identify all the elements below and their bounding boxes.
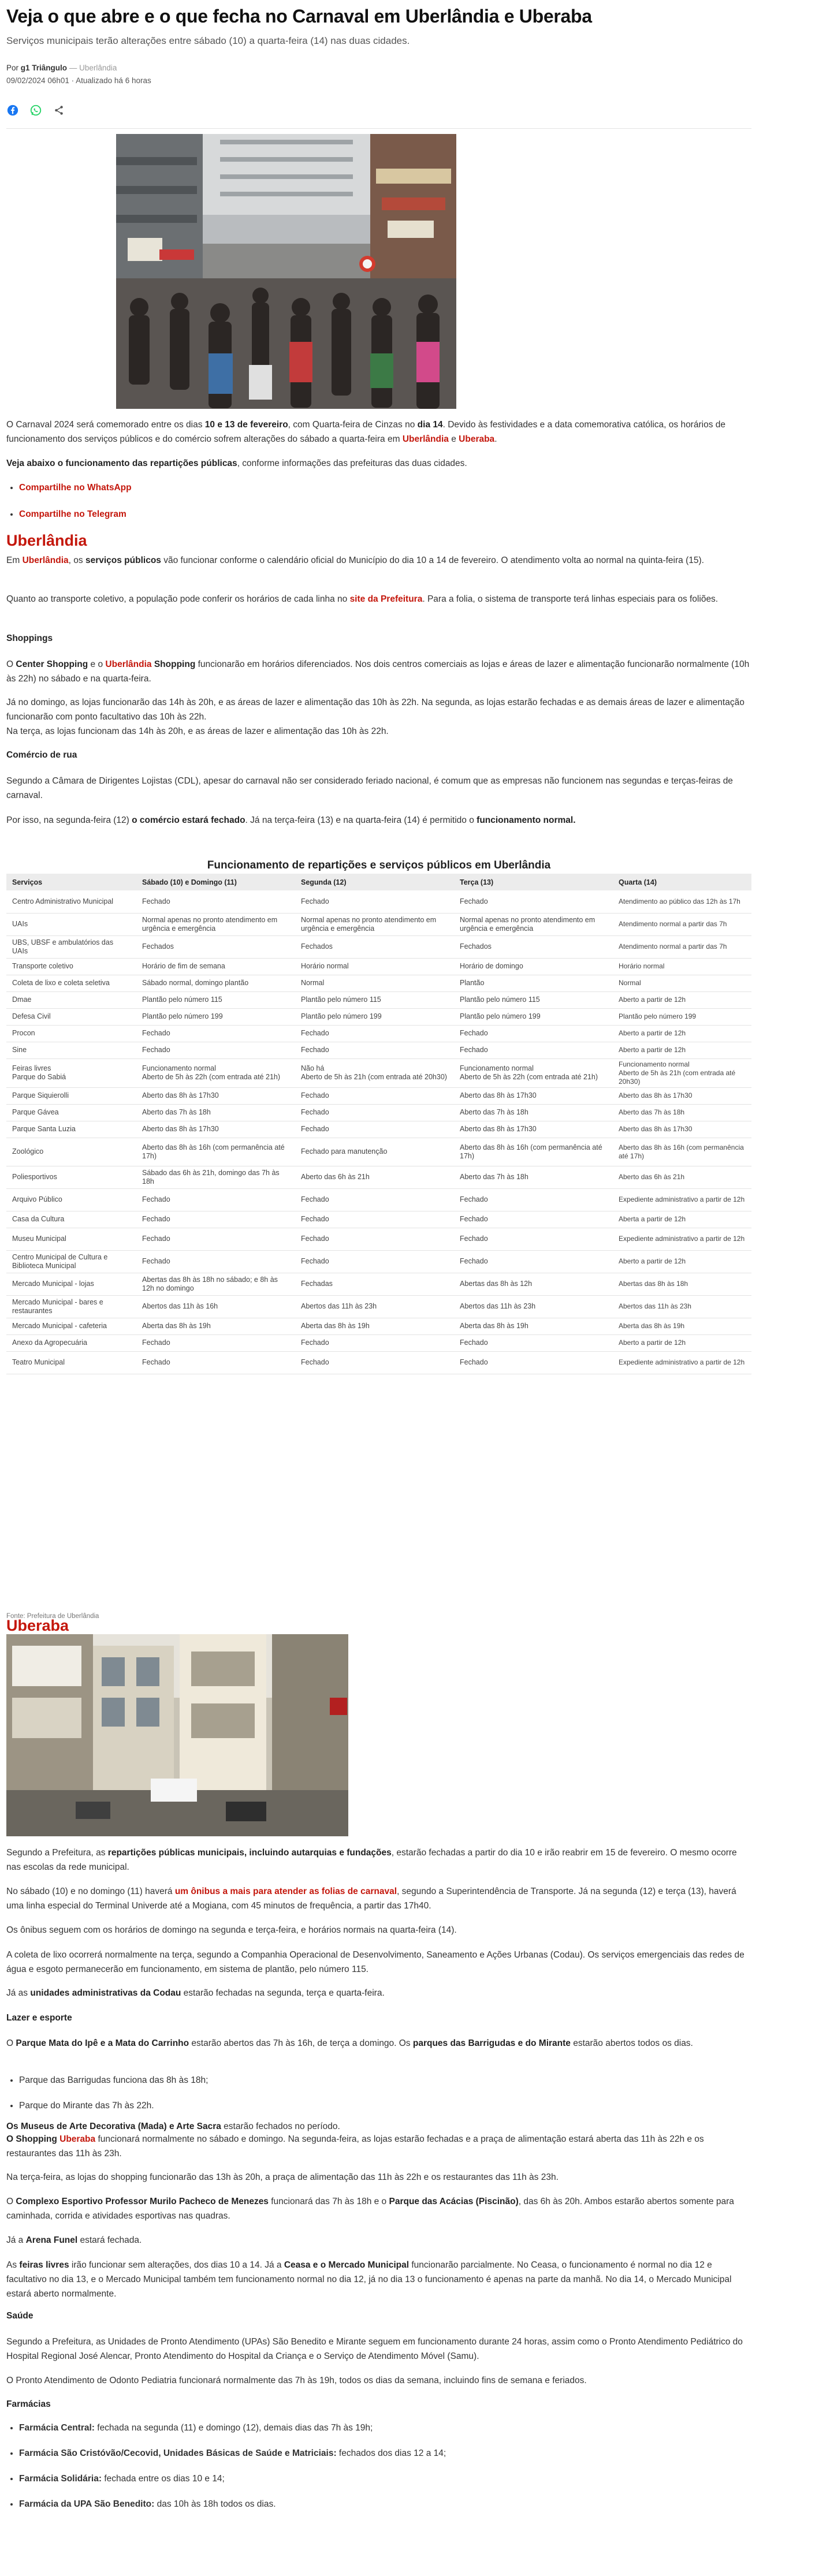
table-cell: Normal — [613, 975, 751, 991]
table-cell-service: Defesa Civil — [6, 1008, 136, 1025]
table-row — [6, 890, 751, 913]
table-cell-service: Mercado Municipal - cafeteria — [6, 1318, 136, 1334]
table-row — [6, 1295, 751, 1318]
table-header-cell: Terça (13) — [454, 874, 613, 890]
link-uberlandia[interactable]: Uberlândia — [402, 434, 449, 444]
list-item: • Farmácia da UPA São Benedito: das 10h às 18h todos os dias. — [19, 2498, 764, 2511]
table-cell: Plantão pelo número 199 — [136, 1008, 295, 1025]
intro-paragraph: O Carnaval 2024 será comemorado entre os dias 10 e 13 de fevereiro, com Quarta-feira de Cinzas no dia 14. Devido às festividades e a data comemorativa católica, os horários de funcionamento dos serviços públicos e do comércio sofrem alterações do sábado a quarta-feira em Uberlândia e Uberaba. — [6, 420, 725, 444]
table-cell: Fechados — [136, 935, 295, 958]
table-cell: Atendimento normal a partir das 7h — [613, 913, 751, 935]
heading-lazer: Lazer e esporte — [6, 2013, 72, 2023]
heading-shoppings: Shoppings — [6, 633, 53, 643]
table-row — [6, 1334, 751, 1351]
byline-prefix: Por — [6, 64, 19, 72]
table-cell: Expediente administrativo a partir de 12h — [613, 1351, 751, 1374]
table-row — [6, 935, 751, 958]
table-cell-service: Sine — [6, 1042, 136, 1058]
table-cell: Fechado — [136, 1228, 295, 1250]
table-cell-service: Museu Municipal — [6, 1228, 136, 1250]
table-row — [6, 1087, 751, 1104]
table-cell: Plantão pelo número 199 — [295, 1008, 454, 1025]
table-cell: Plantão pelo número 199 — [454, 1008, 613, 1025]
author[interactable]: g1 Triângulo — [20, 64, 68, 72]
table-cell: Fechado — [454, 1188, 613, 1211]
table-cell: Fechado — [295, 890, 454, 913]
heading-comercio: Comércio de rua — [6, 750, 77, 760]
heading-uberlandia: Uberlândia — [6, 532, 87, 549]
lazer-complexo: O Complexo Esportivo Professor Murilo Pacheco de Menezes funcionará das 7h às 18h e o Parque das Acácias (Piscinão), das 6h às 20h. Ambos estarão abertos somente para caminhada, corrida e atividades esportivas nas quadras. — [6, 2197, 734, 2221]
share-whatsapp-link[interactable]: Compartilhe no WhatsApp — [19, 483, 132, 493]
table-cell: Fechadas — [295, 1273, 454, 1295]
list-item: • Farmácia Central: fechada na segunda (11) e domingo (12), demais dias das 7h às 19h; — [19, 2422, 764, 2435]
table-cell-service: Zoológico — [6, 1138, 136, 1166]
table-cell-service: Parque Siquierolli — [6, 1087, 136, 1104]
table-cell: Expediente administrativo a partir de 12h — [613, 1228, 751, 1250]
list-item: • Farmácia São Cristóvão/Cecovid, Unidades Básicas de Saúde e Matriciais: fechados dos dias 12 a 14; — [19, 2447, 764, 2460]
uberaba-paragraph-5: Já as unidades administrativas da Codau estarão fechadas na segunda, terça e quarta-feira. — [6, 1988, 385, 1998]
link-uberaba-shopping[interactable]: Uberaba — [59, 2134, 96, 2144]
table-cell: Abertas das 8h às 18h no sábado; e 8h às 12h no domingo — [136, 1273, 295, 1295]
table-header-cell: Serviços — [6, 874, 136, 890]
table-cell: Fechado — [295, 1334, 454, 1351]
table-cell: Fechado — [454, 1351, 613, 1374]
table-cell-service: Teatro Municipal — [6, 1351, 136, 1374]
share-links — [6, 482, 764, 535]
table-cell: Fechado — [295, 1228, 454, 1250]
table-cell-service: UAIs — [6, 913, 136, 935]
table-cell: Fechado — [295, 1087, 454, 1104]
table-cell: Funcionamento normal Aberto de 5h às 21h (com entrada até 20h30) — [613, 1058, 751, 1087]
table-cell-service: Dmae — [6, 991, 136, 1008]
table-cell: Fechado — [454, 1228, 613, 1250]
uberaba-street-photo — [6, 1634, 348, 1836]
byline — [6, 63, 117, 73]
table-cell-service: Parque Gávea — [6, 1104, 136, 1121]
table-cell: Fechado — [295, 1042, 454, 1058]
table-cell: Aberto das 7h às 18h — [454, 1166, 613, 1188]
shoppings-paragraph-2: Já no domingo, as lojas funcionarão das 14h às 20h, e as áreas de lazer e alimentação das 10h às 22h. Na segunda, as lojas estarão fechadas e as demais áreas de lazer e alimentação funcionarão com ponto facultativo das 10h às 22h. — [6, 698, 745, 722]
table-cell: Fechado — [136, 1211, 295, 1228]
list-item: • Parque das Barrigudas funciona das 8h às 18h; — [19, 2074, 764, 2087]
uberlandia-transport-paragraph: Quanto ao transporte coletivo, a população pode conferir os horários de cada linha no site da Prefeitura. Para a folia, o sistema de transporte terá linhas especiais para os foliões. — [6, 594, 719, 604]
table-cell: Aberto das 8h às 17h30 — [136, 1087, 295, 1104]
table-cell: Fechado — [136, 1025, 295, 1042]
article-title: Veja o que abre e o que fecha no Carnaval em Uberlândia e Uberaba — [6, 6, 592, 27]
table-cell: Abertos das 11h às 23h — [613, 1295, 751, 1318]
share-icon[interactable] — [53, 104, 65, 117]
table-cell-service: Coleta de lixo e coleta seletiva — [6, 975, 136, 991]
table-row — [6, 1318, 751, 1334]
table-cell: Fechado — [295, 1250, 454, 1273]
share-telegram-link[interactable]: Compartilhe no Telegram — [19, 509, 126, 519]
table-cell: Aberto a partir de 12h — [613, 991, 751, 1008]
table-row — [6, 1008, 751, 1025]
table-cell: Fechado — [295, 1188, 454, 1211]
table-cell: Abertos das 11h às 23h — [454, 1295, 613, 1318]
table-cell: Horário normal — [295, 958, 454, 975]
table-cell: Fechado — [136, 890, 295, 913]
uberlandia-services-paragraph: Em Uberlândia, os serviços públicos vão funcionar conforme o calendário oficial do Município do dia 10 a 14 de fevereiro. O atendimento volta ao normal na quinta-feira (15). — [6, 556, 704, 565]
uberaba-paragraph-2: No sábado (10) e no domingo (11) haverá um ônibus a mais para atender as folias de carnaval, segundo a Superintendência de Transporte. Já na segunda (12) e terça (13), haverá uma linha especial do Terminal Univerde até a Mogiana, com 45 minutos de frequência, a partir das 17h40. — [6, 1887, 736, 1911]
byline-separator: — — [69, 64, 77, 72]
table-cell: Normal — [295, 975, 454, 991]
table-cell: Atendimento ao público das 12h às 17h — [613, 890, 751, 913]
lazer-shopping-terca: Na terça-feira, as lojas do shopping funcionarão das 13h às 20h, a praça de alimentação das 11h às 22h e os restaurantes das 11h às 23h. — [6, 2172, 559, 2182]
updated-time: · Atualizado há 6 horas — [71, 76, 151, 85]
table-cell: Funcionamento normal Aberto de 5h às 22h (com entrada até 21h) — [136, 1058, 295, 1087]
table-cell-service: Centro Administrativo Municipal — [6, 890, 136, 913]
table-cell: Plantão pelo número 199 — [613, 1008, 751, 1025]
table-cell: Fechados — [295, 935, 454, 958]
table-cell: Não há Aberto de 5h às 21h (com entrada até 20h30) — [295, 1058, 454, 1087]
table-cell: Fechado — [454, 890, 613, 913]
table-cell: Fechado — [295, 1104, 454, 1121]
table-cell-service: Anexo da Agropecuária — [6, 1334, 136, 1351]
byline-location: Uberlândia — [79, 64, 117, 72]
article-subtitle: Serviços municipais terão alterações entre sábado (10) a quarta-feira (14) nas duas cidades. — [6, 35, 410, 46]
table-cell: Horário de domingo — [454, 958, 613, 975]
link-uberaba[interactable]: Uberaba — [459, 434, 495, 444]
lazer-feiras: As feiras livres irão funcionar sem alterações, dos dias 10 a 14. Já a Ceasa e o Mercado Municipal funcionarão parcialmente. No Ceasa, o funcionamento é normal no dia 12 e facultativo no dia 13, e o Mercado Municipal também tem funcionamento normal no dia 12, já no dia 13 o funcionamento é apenas na parte da manhã. No dia 14, o Mercado Municipal estará aberto normalmente. — [6, 2260, 732, 2299]
table-cell: Fechado para manutenção — [295, 1138, 454, 1166]
table-source: Fonte: Prefeitura de Uberlândia — [6, 1613, 99, 1620]
uberaba-paragraph-4: A coleta de lixo ocorrerá normalmente na terça, segundo a Companhia Operacional de Desenvolvimento, Saneamento e Ações Urbanas (Codau). Os serviços emergenciais das redes de água e esgoto permanecerão em funcionamento, em sistema de plantão, pelo número 115. — [6, 1950, 745, 1974]
table-cell: Aberto das 8h às 17h30 — [454, 1121, 613, 1138]
table-cell: Aberto a partir de 12h — [613, 1025, 751, 1042]
table-cell: Expediente administrativo a partir de 12h — [613, 1188, 751, 1211]
table-cell: Normal apenas no pronto atendimento em urgência e emergência — [136, 913, 295, 935]
lazer-arena: Já a Arena Funel estará fechada. — [6, 2235, 142, 2245]
table-cell-service: Parque Santa Luzia — [6, 1121, 136, 1138]
table-cell: Fechado — [136, 1250, 295, 1273]
table-cell: Fechados — [454, 935, 613, 958]
table-cell: Aberto das 8h às 17h30 — [613, 1087, 751, 1104]
link-uberlandia-shopping[interactable]: Uberlândia — [105, 659, 152, 669]
table-cell: Aberto a partir de 12h — [613, 1250, 751, 1273]
table-cell: Fechado — [454, 1025, 613, 1042]
table-cell: Abertos das 11h às 16h — [136, 1295, 295, 1318]
header-divider — [6, 128, 751, 129]
table-row — [6, 1188, 751, 1211]
table-cell: Aberto das 7h às 18h — [136, 1104, 295, 1121]
table-cell: Aberto das 8h às 17h30 — [613, 1121, 751, 1138]
uberaba-paragraph-3: Os ônibus seguem com os horários de domingo na segunda e terça-feira, e horários normais na quarta-feira (14). — [6, 1925, 457, 1935]
table-cell-service: Mercado Municipal - lojas — [6, 1273, 136, 1295]
table-cell-service: Feiras livres Parque do Sabiá — [6, 1058, 136, 1087]
saude-paragraph-2: O Pronto Atendimento de Odonto Pediatria funcionará normalmente das 7h às 19h, todos os dias da semana, incluindo fins de semana e feriados. — [6, 2376, 587, 2385]
table-cell: Funcionamento normal Aberto de 5h às 22h (com entrada até 21h) — [454, 1058, 613, 1087]
parks-list — [6, 2074, 764, 2112]
publish-date: 09/02/2024 06h01 — [6, 76, 69, 85]
share-bar — [6, 104, 65, 117]
link-site-prefeitura[interactable]: site da Prefeitura — [349, 594, 423, 604]
table-row — [6, 975, 751, 991]
table-cell: Fechado — [454, 1042, 613, 1058]
table-cell: Aberto das 8h às 17h30 — [454, 1087, 613, 1104]
list-item: • Farmácia Solidária: fechada entre os dias 10 e 14; — [19, 2473, 764, 2485]
table-cell: Fechado — [454, 1334, 613, 1351]
table-cell: Aberto das 8h às 16h (com permanência até 17h) — [613, 1138, 751, 1166]
table-cell: Fechado — [136, 1351, 295, 1374]
table-row — [6, 958, 751, 975]
table-cell: Fechado — [295, 1025, 454, 1042]
table-cell: Plantão pelo número 115 — [295, 991, 454, 1008]
table-cell: Fechado — [136, 1188, 295, 1211]
table-cell-service: Arquivo Público — [6, 1188, 136, 1211]
table-row — [6, 1058, 751, 1087]
table-row — [6, 1351, 751, 1374]
comercio-paragraph-1: Segundo a Câmara de Dirigentes Lojistas (CDL), apesar do carnaval não ser considerado feriado nacional, é comum que as empresas não funcionem nas segundas e terças-feiras de carnaval. — [6, 776, 733, 800]
table-row — [6, 1211, 751, 1228]
facebook-icon[interactable] — [6, 104, 19, 117]
table-cell: Aberta das 8h às 19h — [454, 1318, 613, 1334]
comercio-paragraph-2: Por isso, na segunda-feira (12) o comércio estará fechado. Já na terça-feira (13) e na quarta-feira (14) é permitido o funcionamento normal. — [6, 815, 576, 825]
heading-farmacias: Farmácias — [6, 2399, 51, 2409]
table-cell: Aberta das 8h às 19h — [295, 1318, 454, 1334]
table-row — [6, 1121, 751, 1138]
table-cell-service: Mercado Municipal - bares e restaurantes — [6, 1295, 136, 1318]
table-cell: Horário normal — [613, 958, 751, 975]
table-row — [6, 991, 751, 1008]
table-cell: Aberto das 7h às 18h — [454, 1104, 613, 1121]
table-cell: Aberto das 8h às 17h30 — [136, 1121, 295, 1138]
table-cell: Aberto das 8h às 16h (com permanência até 17h) — [454, 1138, 613, 1166]
table-row — [6, 1166, 751, 1188]
table-cell: Aberto das 8h às 16h (com permanência até 17h) — [136, 1138, 295, 1166]
table-cell: Fechado — [454, 1250, 613, 1273]
dateline — [6, 76, 151, 86]
table-cell: Aberto das 6h às 21h — [613, 1166, 751, 1188]
table-header-cell: Quarta (14) — [613, 874, 751, 890]
link-uberlandia-2[interactable]: Uberlândia — [22, 556, 69, 565]
table-cell: Fechado — [136, 1334, 295, 1351]
table-cell: Fechado — [136, 1042, 295, 1058]
table-cell: Atendimento normal a partir das 7h — [613, 935, 751, 958]
hero-photo-crowd — [116, 134, 456, 409]
table-cell: Sábado das 6h às 21h, domingo das 7h às 18h — [136, 1166, 295, 1188]
table-cell: Fechado — [295, 1121, 454, 1138]
table-cell: Abertas das 8h às 12h — [454, 1273, 613, 1295]
table-header-cell: Segunda (12) — [295, 874, 454, 890]
heading-uberaba: Uberaba — [6, 1617, 69, 1634]
whatsapp-icon[interactable] — [29, 104, 42, 117]
table-cell: Abertos das 11h às 23h — [295, 1295, 454, 1318]
table-row — [6, 1138, 751, 1166]
table-row — [6, 1273, 751, 1295]
table-cell-service: Centro Municipal de Cultura e Biblioteca Municipal — [6, 1250, 136, 1273]
table-cell: Aberto a partir de 12h — [613, 1042, 751, 1058]
table-row — [6, 1228, 751, 1250]
table-cell: Aberto a partir de 12h — [613, 1334, 751, 1351]
table-cell: Plantão — [454, 975, 613, 991]
lazer-paragraph-1: O Parque Mata do Ipê e a Mata do Carrinho estarão abertos das 7h às 16h, de terça a domingo. Os parques das Barrigudas e do Mirante estarão abertos todos os dias. — [6, 2038, 693, 2048]
table-cell: Normal apenas no pronto atendimento em urgência e emergência — [295, 913, 454, 935]
table-cell: Abertas das 8h às 18h — [613, 1273, 751, 1295]
table-cell-service: Poliesportivos — [6, 1166, 136, 1188]
table-row — [6, 1250, 751, 1273]
lazer-shopping: O Shopping Uberaba funcionará normalmente no sábado e domingo. Na segunda-feira, as lojas estarão fechadas e a praça de alimentação estará aberta das 11h às 22h e os restaurantes das 11h às 23h. — [6, 2134, 704, 2159]
table-cell: Aberta das 8h às 19h — [136, 1318, 295, 1334]
table-cell: Aberta a partir de 12h — [613, 1211, 751, 1228]
table-cell: Aberto das 6h às 21h — [295, 1166, 454, 1188]
table-cell-service: Procon — [6, 1025, 136, 1042]
table-header-row — [6, 874, 751, 890]
uberaba-paragraph-1: Segundo a Prefeitura, as repartições públicas municipais, incluindo autarquias e fundações, estarão fechadas a partir do dia 10 e irão reabrir em 15 de fevereiro. O mesmo ocorre nas escolas da rede municipal. — [6, 1848, 737, 1872]
table-row — [6, 1104, 751, 1121]
table-cell-service: Casa da Cultura — [6, 1211, 136, 1228]
table-cell: Sábado normal, domingo plantão — [136, 975, 295, 991]
table-cell: Horário de fim de semana — [136, 958, 295, 975]
table-cell: Fechado — [295, 1211, 454, 1228]
table-cell: Normal apenas no pronto atendimento em urgência e emergência — [454, 913, 613, 935]
shoppings-paragraph-1: O Center Shopping e o Uberlândia Shopping funcionarão em horários diferenciados. Nos dois centros comerciais as lojas e áreas de lazer e alimentação funcionarão normalmente (10h às 22h) no sábado e na quarta-feira. — [6, 659, 750, 684]
link-onibus-folias[interactable]: um ônibus a mais para atender as folias de carnaval — [174, 1887, 397, 1896]
table-header-cell: Sábado (10) e Domingo (11) — [136, 874, 295, 890]
services-table — [6, 874, 751, 1374]
table-cell-service: UBS, UBSF e ambulatórios das UAIs — [6, 935, 136, 958]
table-cell: Fechado — [295, 1351, 454, 1374]
table-cell: Aberto das 7h às 18h — [613, 1104, 751, 1121]
intro-note: Veja abaixo o funcionamento das repartições públicas, conforme informações das prefeituras das duas cidades. — [6, 458, 467, 468]
shoppings-paragraph-3: Na terça, as lojas funcionam das 14h às 20h, e as áreas de lazer e alimentação das 10h às 22h. — [6, 726, 389, 736]
table-cell: Plantão pelo número 115 — [454, 991, 613, 1008]
table-cell: Fechado — [454, 1211, 613, 1228]
lazer-museus: Os Museus de Arte Decorativa (Mada) e Arte Sacra estarão fechados no período. — [6, 2122, 340, 2131]
table-row — [6, 1025, 751, 1042]
saude-paragraph-1: Segundo a Prefeitura, as Unidades de Pronto Atendimento (UPAs) São Benedito e Mirante seguem em funcionamento durante 24 horas, assim como o Pronto Atendimento Pediátrico do Hospital Regional José Alencar, Pronto Atendimento do Hospital da Criança e o Serviço de Atendimento Móvel (Samu). — [6, 2337, 743, 2361]
table-cell-service: Transporte coletivo — [6, 958, 136, 975]
table-row — [6, 913, 751, 935]
heading-saude: Saúde — [6, 2311, 34, 2321]
table-title: Funcionamento de repartições e serviços públicos em Uberlândia — [207, 859, 551, 871]
table-cell: Plantão pelo número 115 — [136, 991, 295, 1008]
pharmacy-list — [6, 2422, 764, 2511]
table-cell: Aberta das 8h às 19h — [613, 1318, 751, 1334]
list-item: • Parque do Mirante das 7h às 22h. — [19, 2100, 764, 2112]
table-row — [6, 1042, 751, 1058]
